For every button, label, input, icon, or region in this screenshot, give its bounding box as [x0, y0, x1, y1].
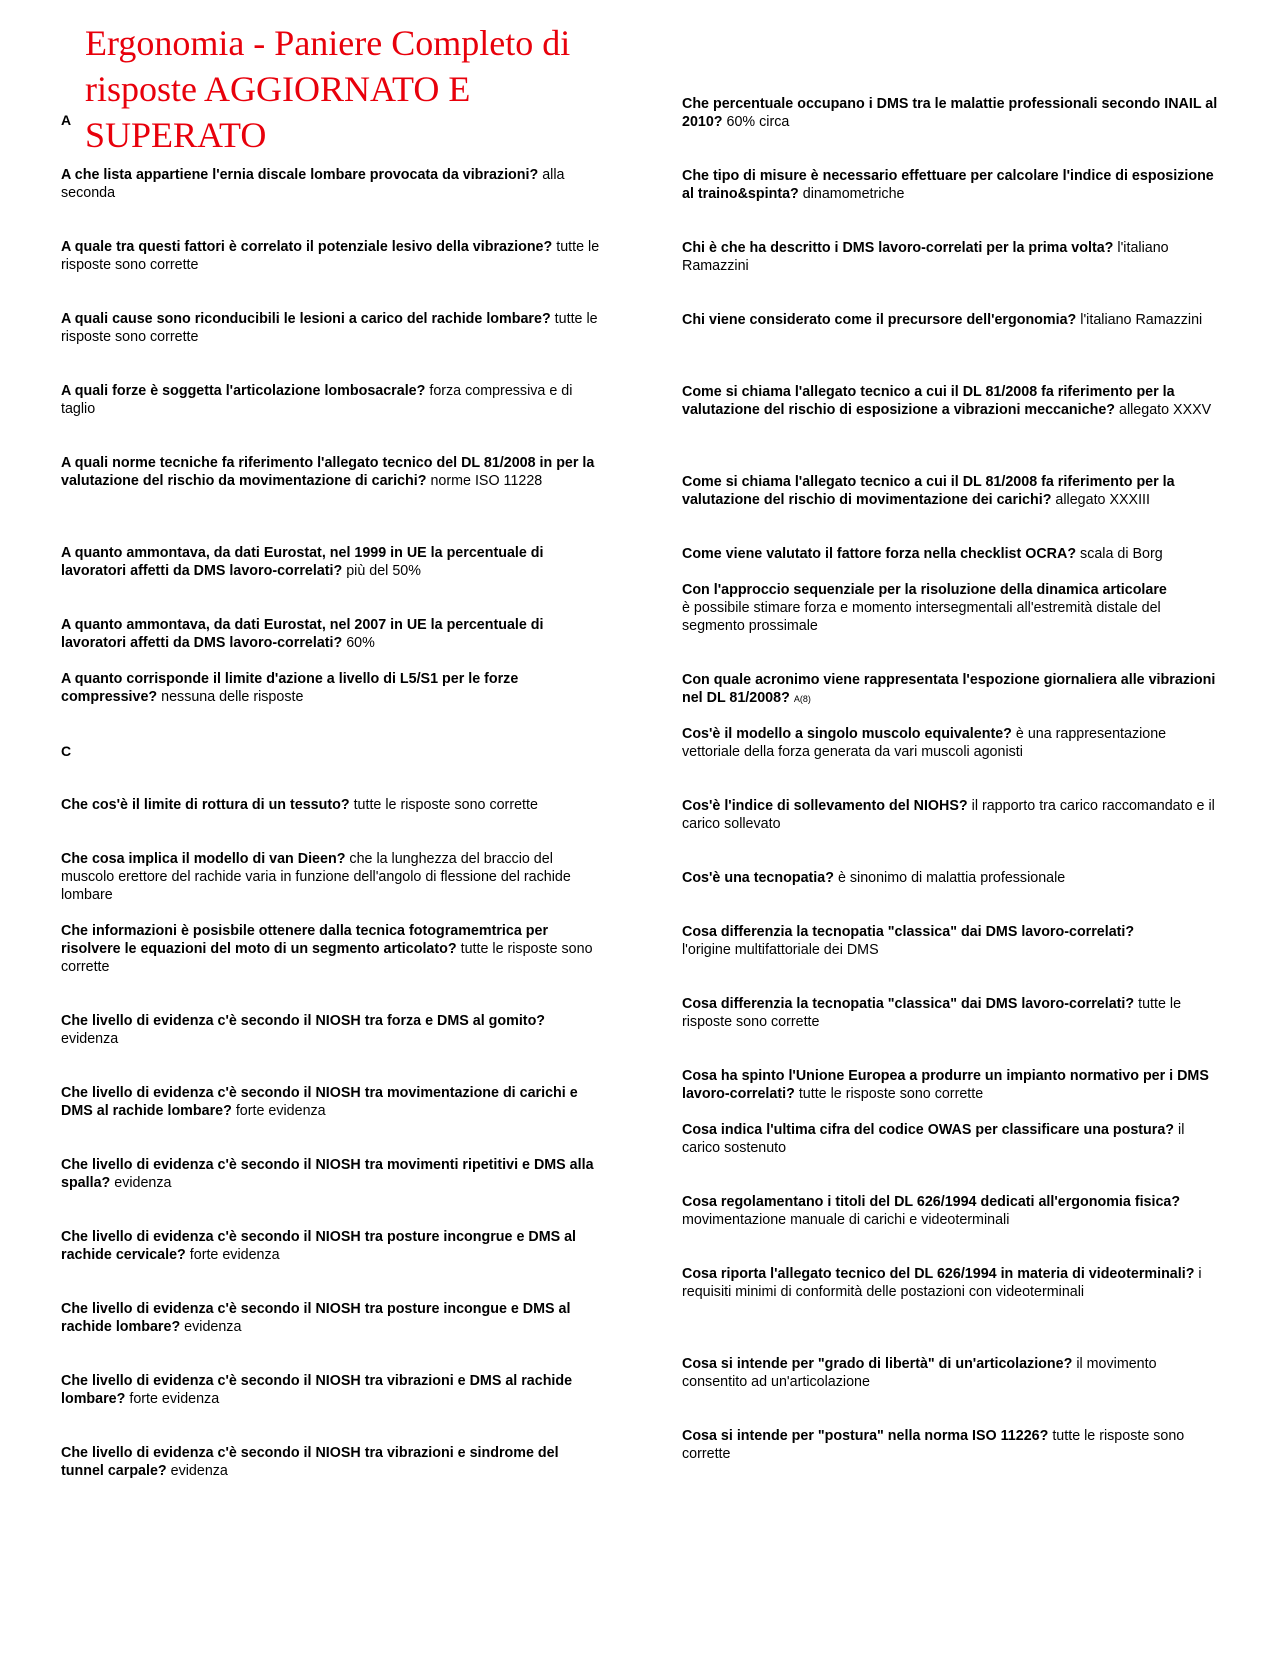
- question: A quanto ammontava, da dati Eurostat, nel 1999 in UE la percentuale di lavoratori affetti da DMS lavoro-correlati?: [61, 545, 544, 579]
- question: Che cos'è il limite di rottura di un tessuto?: [61, 797, 350, 813]
- answer: più del 50%: [346, 563, 421, 579]
- qa-item: [682, 725, 1222, 761]
- question: Che cosa implica il modello di van Dieen?: [61, 851, 346, 867]
- qa-item: [61, 166, 601, 202]
- answer: tutte le risposte sono corrette: [61, 941, 593, 975]
- question: Con l'approccio sequenziale per la risoluzione della dinamica articolare: [682, 582, 1167, 598]
- qa-item: [61, 1300, 601, 1336]
- qa-item: [682, 671, 1222, 708]
- qa-item: [61, 382, 601, 418]
- question: Cosa si intende per "postura" nella norma ISO 11226?: [682, 1428, 1049, 1444]
- answer: tutte le risposte sono corrette: [61, 239, 600, 273]
- answer: alla seconda: [61, 167, 565, 201]
- answer: è una rappresentazione vettoriale della forza generata da vari muscoli agonisti: [682, 726, 1167, 760]
- question: A quale tra questi fattori è correlato il potenziale lesivo della vibrazione?: [61, 239, 553, 255]
- qa-item: [682, 797, 1222, 833]
- answer: che la lunghezza del braccio del muscolo erettore del rachide varia in funzione dell'angolo di flessione del rachide lombare: [61, 851, 571, 903]
- answer: forza compressiva e di taglio: [61, 383, 573, 417]
- question: Cos'è l'indice di sollevamento del NIOHS?: [682, 798, 968, 814]
- qa-item: [682, 473, 1222, 509]
- qa-item: [682, 1121, 1222, 1157]
- question: A quali forze è soggetta l'articolazione lombosacrale?: [61, 383, 426, 399]
- qa-item: [682, 1265, 1222, 1301]
- qa-item: [61, 310, 601, 346]
- qa-item: [61, 454, 601, 490]
- question: A quali norme tecniche fa riferimento l'allegato tecnico del DL 81/2008 in per la valutazione del rischio da movimentazione di carichi?: [61, 455, 595, 489]
- question: A quali cause sono riconducibili le lesioni a carico del rachide lombare?: [61, 311, 551, 327]
- answer: allegato XXXV: [1119, 402, 1212, 418]
- question: Come si chiama l'allegato tecnico a cui il DL 81/2008 fa riferimento per la valutazione del rischio di esposizione a vibrazioni meccaniche?: [682, 384, 1175, 418]
- qa-item: [61, 1084, 601, 1120]
- question: Che livello di evidenza c'è secondo il NIOSH tra movimenti ripetitivi e DMS alla spalla?: [61, 1157, 594, 1191]
- answer: tutte le risposte sono corrette: [61, 311, 598, 345]
- answer: movimentazione manuale di carichi e videoterminali: [682, 1212, 1010, 1228]
- qa-item: [682, 1067, 1222, 1103]
- answer: 60% circa: [726, 114, 790, 130]
- answer: forte evidenza: [235, 1103, 326, 1119]
- page-title: Ergonomia - Paniere Completo di risposte AGGIORNATO E SUPERATO: [85, 23, 571, 155]
- question: Come si chiama l'allegato tecnico a cui il DL 81/2008 fa riferimento per la valutazione del rischio di movimentazione dei carichi?: [682, 474, 1175, 508]
- answer: evidenza: [170, 1463, 228, 1479]
- answer: è possibile stimare forza e momento intersegmentali all'estremità distale del segmento prossimale: [682, 600, 1161, 634]
- question: Che livello di evidenza c'è secondo il NIOSH tra movimentazione di carichi e DMS al rachide lombare?: [61, 1085, 578, 1119]
- answer: forte evidenza: [189, 1247, 280, 1263]
- answer: scala di Borg: [1080, 546, 1163, 562]
- answer: tutte le risposte sono corrette: [798, 1086, 984, 1102]
- answer: il carico sostenuto: [682, 1122, 1185, 1156]
- qa-item: [682, 923, 1222, 959]
- answer: i requisiti minimi di conformità delle postazioni con videoterminali: [682, 1266, 1202, 1300]
- answer: nessuna delle risposte: [161, 689, 304, 705]
- answer: dinamometriche: [802, 186, 905, 202]
- qa-item: [61, 796, 601, 814]
- qa-item: [682, 1355, 1222, 1391]
- answer: evidenza: [61, 1031, 119, 1047]
- answer: evidenza: [184, 1319, 242, 1335]
- question: Cosa riporta l'allegato tecnico del DL 626/1994 in materia di videoterminali?: [682, 1266, 1195, 1282]
- question: Che livello di evidenza c'è secondo il NIOSH tra posture incongue e DMS al rachide lombare?: [61, 1301, 571, 1335]
- qa-item: [682, 1193, 1222, 1229]
- answer: il rapporto tra carico raccomandato e il carico sollevato: [682, 798, 1215, 832]
- qa-item: [61, 670, 601, 706]
- qa-item: [61, 1372, 601, 1408]
- question: Cosa indica l'ultima cifra del codice OWAS per classificare una postura?: [682, 1122, 1175, 1138]
- question: Come viene valutato il fattore forza nella checklist OCRA?: [682, 546, 1077, 562]
- question: Cosa si intende per "grado di libertà" di un'articolazione?: [682, 1356, 1073, 1372]
- question: Chi è che ha descritto i DMS lavoro-correlati per la prima volta?: [682, 240, 1114, 256]
- answer: A(8): [793, 694, 811, 704]
- question: Cosa differenzia la tecnopatia "classica" dai DMS lavoro-correlati?: [682, 996, 1135, 1012]
- qa-item: [682, 95, 1222, 131]
- question: Che livello di evidenza c'è secondo il NIOSH tra forza e DMS al gomito?: [61, 1013, 546, 1029]
- question: Chi viene considerato come il precursore dell'ergonomia?: [682, 312, 1077, 328]
- question: Che livello di evidenza c'è secondo il NIOSH tra vibrazioni e sindrome del tunnel carpale?: [61, 1445, 559, 1479]
- question: A quanto ammontava, da dati Eurostat, nel 2007 in UE la percentuale di lavoratori affetti da DMS lavoro-correlati?: [61, 617, 544, 651]
- qa-item: [682, 167, 1222, 203]
- question: Che livello di evidenza c'è secondo il NIOSH tra posture incongrue e DMS al rachide cervicale?: [61, 1229, 577, 1263]
- answer: il movimento consentito ad un'articolazione: [682, 1356, 1157, 1390]
- question: Cosa regolamentano i titoli del DL 626/1994 dedicati all'ergonomia fisica?: [682, 1194, 1181, 1210]
- question: Cosa ha spinto l'Unione Europea a produrre un impianto normativo per i DMS lavoro-correlati?: [682, 1068, 1209, 1102]
- question: Cos'è il modello a singolo muscolo equivalente?: [682, 726, 1012, 742]
- answer: forte evidenza: [129, 1391, 220, 1407]
- question: Cosa differenzia la tecnopatia "classica" dai DMS lavoro-correlati?: [682, 924, 1135, 940]
- question: Che livello di evidenza c'è secondo il NIOSH tra vibrazioni e DMS al rachide lombare?: [61, 1373, 573, 1407]
- answer: tutte le risposte sono corrette: [353, 797, 538, 813]
- qa-item: [61, 544, 601, 580]
- qa-item: [682, 311, 1222, 329]
- qa-item: [61, 850, 601, 904]
- qa-item: [61, 1444, 601, 1480]
- question: Con quale acronimo viene rappresentata l'espozione giornaliera alle vibrazioni nel DL 81/2008?: [682, 672, 1216, 706]
- qa-item: [682, 869, 1222, 887]
- question: Che informazioni è posisbile ottenere dalla tecnica fotogramemtrica per risolvere le equazioni del moto di un segmento articolato?: [61, 923, 549, 957]
- question: A che lista appartiene l'ernia discale lombare provocata da vibrazioni?: [61, 167, 539, 183]
- question: A quanto corrisponde il limite d'azione a livello di L5/S1 per le forze compressive?: [61, 671, 519, 705]
- answer: tutte le risposte sono corrette: [682, 996, 1182, 1030]
- qa-item: [682, 239, 1222, 275]
- qa-item: [61, 922, 601, 976]
- qa-item: [682, 383, 1222, 419]
- answer: l'italiano Ramazzini: [682, 240, 1169, 274]
- question: Cos'è una tecnopatia?: [682, 870, 834, 886]
- answer: norme ISO 11228: [430, 473, 543, 489]
- answer: l'italiano Ramazzini: [1080, 312, 1203, 328]
- section-letter-c: C: [61, 743, 72, 759]
- qa-item: [682, 995, 1222, 1031]
- qa-item: [682, 545, 1222, 563]
- qa-item: [61, 1156, 601, 1192]
- section-letter-a: A: [61, 112, 72, 128]
- qa-item: [61, 616, 601, 652]
- answer: 60%: [346, 635, 375, 651]
- qa-item: [682, 1427, 1222, 1463]
- qa-item: [61, 1228, 601, 1264]
- answer: evidenza: [114, 1175, 172, 1191]
- qa-item: [61, 1012, 601, 1048]
- answer: l'origine multifattoriale dei DMS: [682, 942, 879, 958]
- answer: allegato XXXIII: [1055, 492, 1150, 508]
- qa-item: [682, 581, 1222, 635]
- answer: è sinonimo di malattia professionale: [837, 870, 1066, 886]
- answer: tutte le risposte sono corrette: [682, 1428, 1185, 1462]
- question: Che tipo di misure è necessario effettuare per calcolare l'indice di esposizione al traino&spinta?: [682, 168, 1214, 202]
- qa-item: [61, 238, 601, 274]
- question: Che percentuale occupano i DMS tra le malattie professionali secondo INAIL al 2010?: [682, 96, 1218, 130]
